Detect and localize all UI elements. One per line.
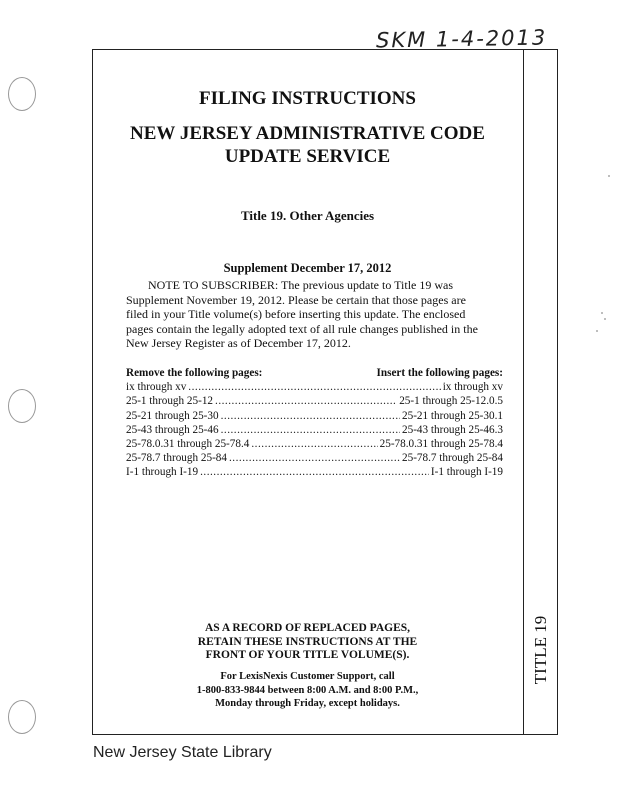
remove-range: 25-78.0.31 through 25-78.4: [126, 438, 250, 451]
table-row: [126, 423, 503, 437]
table-row: [126, 465, 503, 479]
support-notice-line: 1-800-833-9844 between 8:00 A.M. and 8:00 P.M.,: [196, 684, 419, 696]
table-row: [126, 437, 503, 451]
insert-range: 25-21 through 25-30.1: [402, 409, 503, 422]
insert-range: 25-78.0.31 through 25-78.4: [379, 438, 503, 451]
dot-leader: [221, 423, 400, 437]
support-notice-line: Monday through Friday, except holidays.: [215, 698, 400, 709]
remove-range: 25-43 through 25-46: [126, 423, 219, 436]
binder-hole-bottom: [8, 700, 36, 734]
library-stamp: New Jersey State Library: [93, 744, 272, 761]
insert-range: I-1 through I-19: [430, 466, 503, 479]
dot-leader: [188, 380, 440, 394]
update-service-heading: UPDATE SERVICE: [224, 146, 391, 167]
scan-speck: [596, 330, 598, 332]
subscriber-note: [126, 278, 503, 351]
pages-table: [126, 366, 503, 480]
insert-range: ix through xv: [442, 381, 503, 394]
support-notice-line: For LexisNexis Customer Support, call: [220, 671, 395, 682]
support-notice: [92, 670, 523, 711]
insert-range: 25-43 through 25-46.3: [402, 423, 503, 436]
binder-hole-middle: [8, 389, 36, 423]
table-row: [126, 394, 503, 408]
record-notice-line: AS A RECORD OF REPLACED PAGES,: [204, 622, 411, 634]
table-row: [126, 451, 503, 465]
note-line: NOTE TO SUBSCRIBER: The previous update to Title 19 was: [148, 278, 454, 292]
dot-leader: [200, 465, 429, 479]
insert-range: 25-1 through 25-12.0.5: [399, 395, 503, 408]
note-line: New Jersey Register as of December 17, 2012.: [126, 336, 351, 351]
scan-speck: [608, 175, 610, 177]
table-row: [126, 409, 503, 423]
remove-range: 25-1 through 25-12: [126, 395, 214, 408]
dot-leader: [215, 394, 397, 408]
insert-range: 25-78.7 through 25-84: [402, 452, 503, 465]
record-notice-line: RETAIN THESE INSTRUCTIONS AT THE: [197, 635, 418, 648]
supplement-date: Supplement December 17, 2012: [223, 261, 392, 275]
title-tab-label: TITLE 19: [531, 615, 551, 685]
dot-leader: [221, 409, 400, 423]
remove-header: Remove the following pages:: [126, 367, 263, 379]
remove-range: I-1 through I-19: [126, 466, 199, 479]
table-row: [126, 380, 503, 394]
record-notice-line: FRONT OF YOUR TITLE VOLUME(S).: [205, 649, 410, 661]
remove-range: 25-21 through 25-30: [126, 409, 219, 422]
dot-leader: [251, 437, 377, 451]
scan-speck: [601, 312, 603, 314]
title-subheading: Title 19. Other Agencies: [240, 208, 375, 223]
filing-instructions-heading: FILING INSTRUCTIONS: [199, 88, 416, 109]
pages-table-header: [126, 366, 503, 380]
title-tab: [521, 615, 561, 685]
insert-header: Insert the following pages:: [376, 367, 503, 379]
dot-leader: [229, 451, 400, 465]
record-notice: [92, 622, 523, 663]
handwritten-initials-date: SKM 1-4-2013: [375, 25, 548, 53]
note-line: filed in your Title volume(s) before inserting this update. The enclosed: [126, 307, 466, 322]
remove-range: 25-78.7 through 25-84: [126, 452, 227, 465]
note-line: Supplement November 19, 2012. Please be certain that those pages are: [126, 292, 466, 307]
note-line: pages contain the legally adopted text of all rule changes published in the: [126, 321, 478, 336]
remove-range: ix through xv: [126, 381, 187, 394]
binder-hole-top: [8, 77, 36, 111]
code-heading: NEW JERSEY ADMINISTRATIVE CODE: [130, 123, 485, 144]
scan-speck: [604, 318, 606, 320]
